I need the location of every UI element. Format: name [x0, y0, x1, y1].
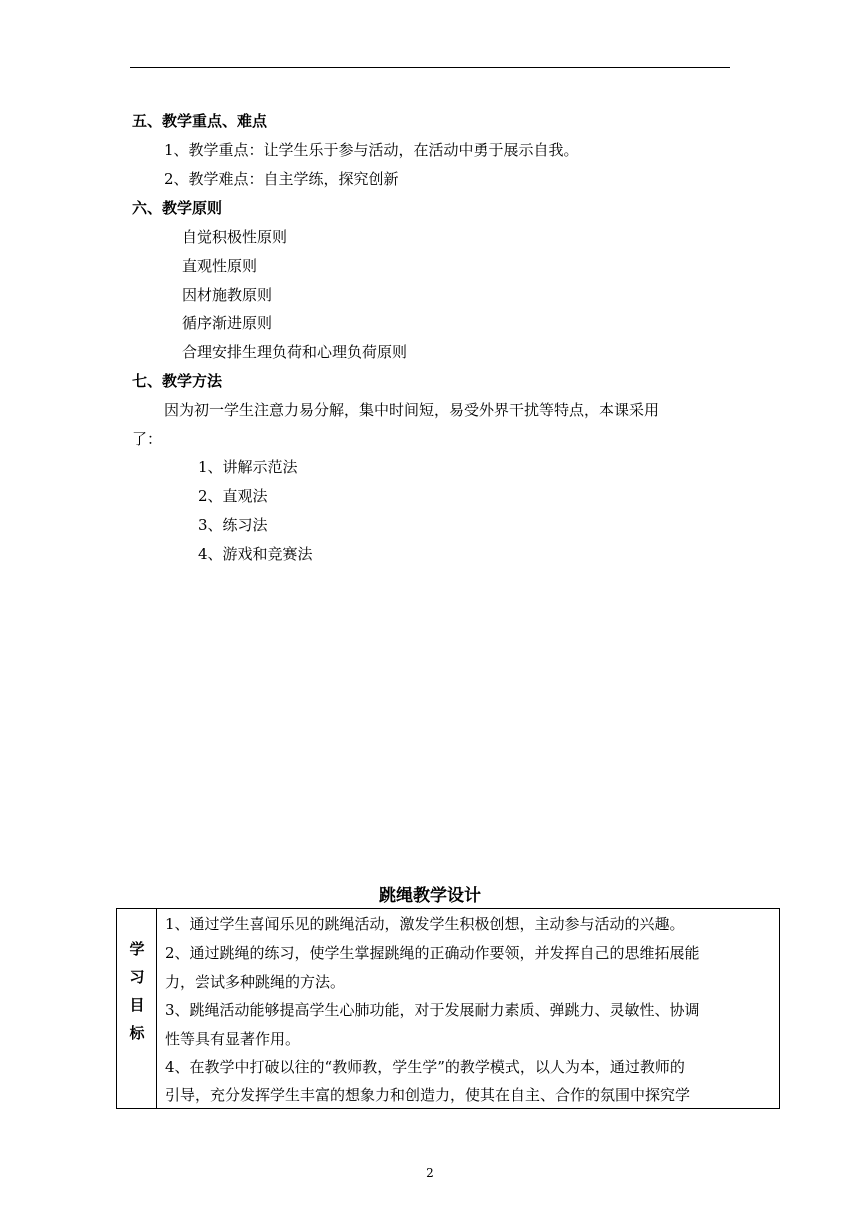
- page-number: 2: [426, 1166, 434, 1180]
- principle-item: 循序渐进原则: [182, 314, 273, 332]
- section5-item-1: 1、教学重点：让学生乐于参与活动，在活动中勇于展示自我。: [164, 141, 579, 159]
- goals-label: [117, 935, 157, 1047]
- goals-label-char: 目: [129, 996, 145, 1014]
- header-rule: [130, 67, 730, 68]
- learning-goals-table: [116, 908, 780, 1109]
- goal-line: 力，尝试多种跳绳的方法。: [165, 973, 346, 991]
- principle-item: 合理安排生理负荷和心理负荷原则: [182, 343, 408, 361]
- method-item: 1、讲解示范法: [198, 458, 298, 476]
- principle-item: 因材施教原则: [182, 286, 273, 304]
- goal-line: 引导，充分发挥学生丰富的想象力和创造力，使其在自主、合作的氛围中探究学: [165, 1086, 691, 1104]
- goal-line: 性等具有显著作用。: [165, 1030, 301, 1048]
- section7-intro-line2: 了：: [132, 430, 163, 448]
- goals-label-char: 习: [129, 968, 145, 986]
- goals-label-cell: [117, 909, 157, 1108]
- goal-line: 2、通过跳绳的练习，使学生掌握跳绳的正确动作要领，并发挥自己的思维拓展能: [165, 944, 700, 962]
- goal-line: 3、跳绳活动能够提高学生心肺功能，对于发展耐力素质、弹跳力、灵敏性、协调: [165, 1001, 700, 1019]
- method-item: 2、直观法: [198, 487, 268, 505]
- principle-item: 直观性原则: [182, 257, 258, 275]
- principle-item: 自觉积极性原则: [182, 228, 288, 246]
- section5-heading: 五、教学重点、难点: [132, 112, 268, 130]
- section5-item-2: 2、教学难点：自主学练，探究创新: [164, 170, 399, 188]
- section7-heading: 七、教学方法: [132, 372, 223, 390]
- method-item: 4、游戏和竞赛法: [198, 545, 313, 563]
- goals-label-char: 标: [129, 1024, 145, 1042]
- method-item: 3、练习法: [198, 516, 268, 534]
- section7-intro-line1: 因为初一学生注意力易分解，集中时间短，易受外界干扰等特点，本课采用: [164, 401, 660, 419]
- goals-label-char: 学: [129, 940, 145, 958]
- goal-line: 1、通过学生喜闻乐见的跳绳活动，激发学生积极创想，主动参与活动的兴趣。: [165, 915, 685, 933]
- goal-line: 4、在教学中打破以往的“教师教，学生学”的教学模式，以人为本，通过教师的: [165, 1058, 685, 1076]
- design-title: 跳绳教学设计: [379, 886, 481, 906]
- section6-heading: 六、教学原则: [132, 199, 223, 217]
